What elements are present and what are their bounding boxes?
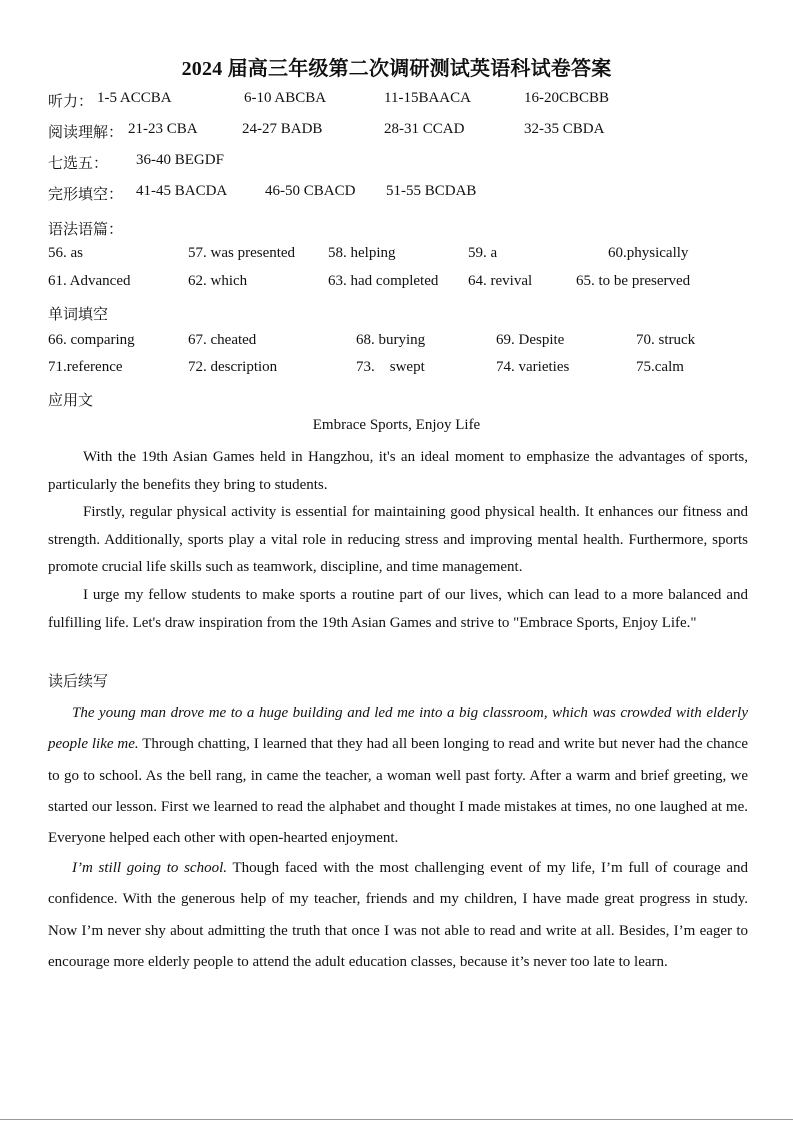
answer-item: 73. swept (356, 359, 425, 375)
essay-paragraph: I urge my fellow students to make sports a routine part of our lives, which can lead to a more balanced and fulfilling life. Let's draw inspiration from the 19th Asian Games and strive to "Embrace Sports, Enjoy Life." (48, 587, 748, 631)
answer-group: 32-35 CBDA (524, 121, 605, 137)
answer-item: 64. revival (468, 273, 533, 289)
answer-item: 57. was presented (188, 245, 296, 261)
seven-five-row (0, 152, 793, 174)
answer-group: 36-40 BEGDF (136, 152, 224, 168)
page-bottom-rule (0, 1119, 793, 1120)
cloze-label: 完形填空： (48, 187, 124, 203)
answer-item: 65. to be preserved (576, 273, 691, 289)
answer-group: 1-5 ACCBA (97, 90, 172, 106)
answer-group: 28-31 CCAD (384, 121, 465, 137)
answer-item: 75.calm (636, 359, 684, 375)
listening-label: 听力： (48, 94, 94, 110)
words-row-1 (0, 332, 793, 354)
answer-group: 46-50 CBACD (265, 183, 356, 199)
listening-row (0, 90, 793, 112)
answer-group: 6-10 ABCBA (244, 90, 327, 106)
answer-item: 72. description (188, 359, 278, 375)
lead-sentence: I’m still going to school. (72, 860, 228, 876)
page-title: 2024 届高三年级第二次调研测试英语科试卷答案 (181, 58, 612, 80)
answer-item: 59. a (468, 245, 498, 261)
seven-five-label: 七选五： (48, 156, 109, 172)
answer-item: 67. cheated (188, 332, 257, 348)
words-heading: 单词填空 (48, 307, 109, 323)
cloze-row (0, 183, 793, 205)
essay-title: Embrace Sports, Enjoy Life (312, 417, 481, 433)
answer-item: 71.reference (48, 359, 123, 375)
reading-row (0, 121, 793, 143)
answer-item: 74. varieties (496, 359, 570, 375)
answer-item: 66. comparing (48, 332, 135, 348)
continuation-heading: 读后续写 (48, 674, 109, 690)
grammar-row-2 (0, 273, 793, 295)
answer-item: 69. Despite (496, 332, 565, 348)
answer-item: 56. as (48, 245, 83, 261)
answer-item: 70. struck (636, 332, 696, 348)
grammar-row-1 (0, 245, 793, 267)
paragraph-body: Though faced with the most challenging event of my life, I’m full of courage and confidence. With the generous help of my teacher, friends and my children, I have made great progress in study. Now I’m never shy about admitting the truth that once I was not able to read and write at all. Besides, I’m eager to encourage more elderly people to attend the adult education classes, because it’s never too late to learn. (48, 860, 748, 970)
words-row-2 (0, 359, 793, 381)
grammar-heading: 语法语篇： (48, 222, 124, 238)
reading-label: 阅读理解： (48, 125, 124, 141)
practical-heading: 应用文 (48, 393, 94, 409)
answer-item: 68. burying (356, 332, 426, 348)
answer-group: 51-55 BCDAB (386, 183, 477, 199)
answer-item: 61. Advanced (48, 273, 131, 289)
essay-paragraph: Firstly, regular physical activity is essential for maintaining good physical health. It enhances our fitness and strength. Additionally, sports play a vital role in reducing stress and improving mental health. Furthermore, sports promote crucial life skills such as teamwork, discipline, and time management. (48, 504, 748, 575)
continuation-paragraph (48, 698, 748, 854)
answer-item: 62. which (188, 273, 248, 289)
answer-group: 24-27 BADB (242, 121, 323, 137)
answer-group: 41-45 BACDA (136, 183, 228, 199)
paragraph-body: Through chatting, I learned that they had all been longing to read and write but never had the chance to go to school. As the bell rang, in came the teacher, a woman well past forty. After a warm and brief greeting, we started our lesson. First we learned to read the alphabet and thought I made mistakes at times, no one laughed at me. Everyone helped each other with open-hearted enjoyment. (48, 736, 748, 847)
continuation-paragraph (48, 853, 748, 978)
answer-group: 16-20CBCBB (524, 90, 610, 106)
answer-item: 60.physically (608, 245, 689, 261)
answer-item: 63. had completed (328, 273, 439, 289)
lead-sentence: The young man drove me to a huge building and led me into a big classroom, which was crowded with elderly people like me. (48, 705, 748, 753)
answer-group: 21-23 CBA (128, 121, 198, 137)
essay-paragraph: With the 19th Asian Games held in Hangzhou, it's an ideal moment to emphasize the advantages of sports, particularly the benefits they bring to students. (48, 449, 748, 493)
answer-group: 11-15BAACA (384, 90, 471, 106)
answer-item: 58. helping (328, 245, 396, 261)
